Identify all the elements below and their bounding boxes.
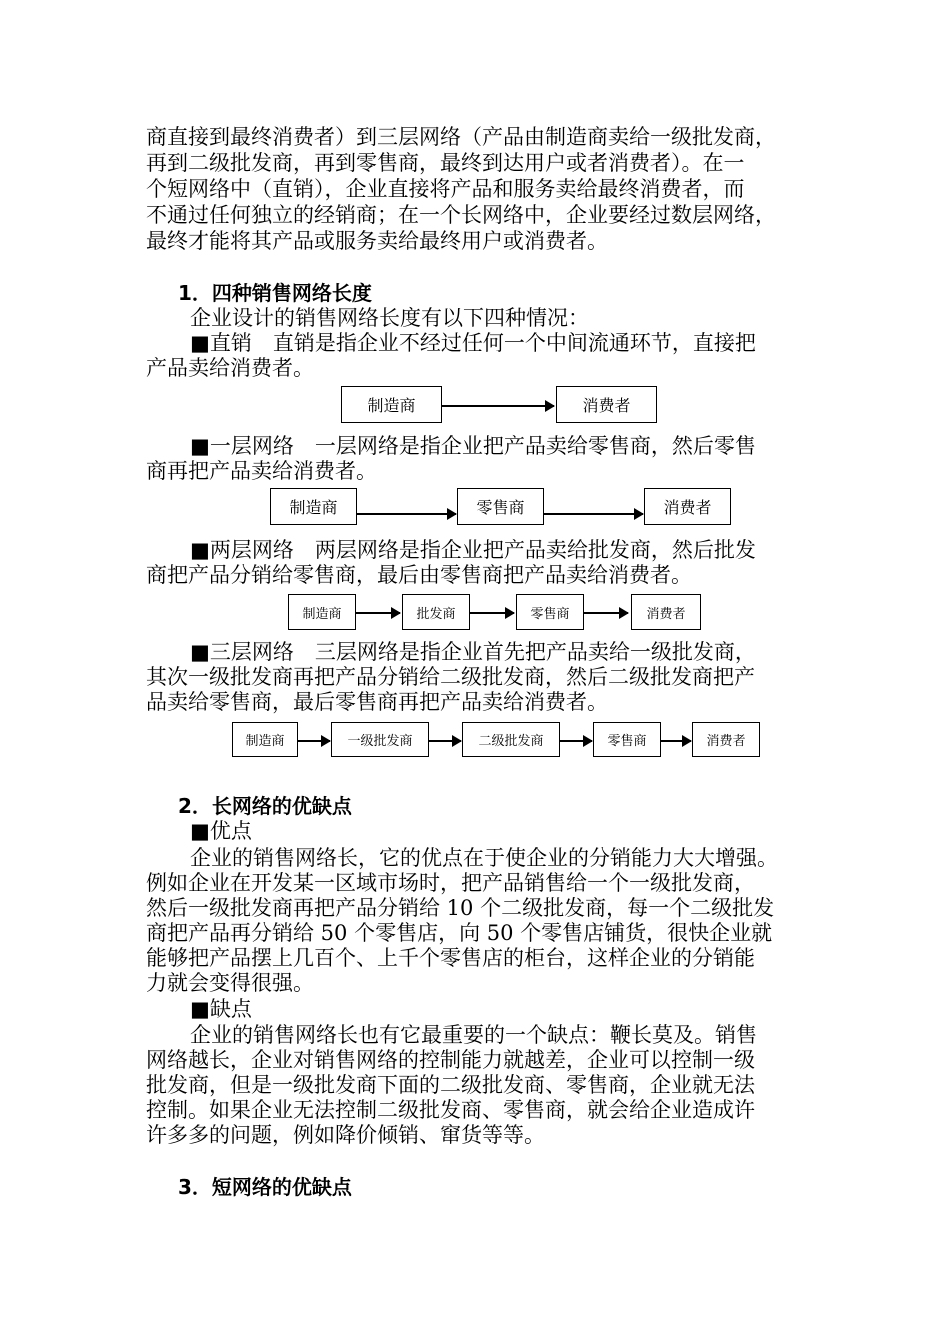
- intro-line-5: 最终才能将其产品或服务卖给最终用户或消费者。: [146, 229, 608, 253]
- arrow-icon: [429, 740, 461, 742]
- one-level-line-1: ■一层网络 一层网络是指企业把产品卖给零售商，然后零售: [190, 434, 756, 458]
- diagram-box: 一级批发商: [331, 722, 429, 757]
- diagram-box: 制造商: [232, 722, 298, 757]
- direct-line-1: ■直销 直销是指企业不经过任何一个中间流通环节，直接把: [190, 331, 756, 355]
- arrow-icon: [560, 740, 592, 742]
- section-1-heading: 1．四种销售网络长度: [178, 281, 372, 305]
- arrow-icon: [584, 612, 628, 614]
- pros-line-2: 例如企业在开发某一区域市场时，把产品销售给一个一级批发商，: [146, 871, 755, 895]
- intro-line-4: 不通过任何独立的经销商；在一个长网络中，企业要经过数层网络，: [146, 203, 776, 227]
- arrow-icon: [544, 513, 643, 515]
- cons-label: ■缺点: [190, 997, 252, 1021]
- intro-line-2: 再到二级批发商，再到零售商，最终到达用户或者消费者）。在一: [146, 151, 745, 175]
- arrow-icon: [298, 740, 330, 742]
- arrow-icon: [661, 740, 691, 742]
- cons-line-3: 批发商，但是一级批发商下面的二级批发商、零售商，企业就无法: [146, 1073, 755, 1097]
- arrow-icon: [470, 612, 514, 614]
- cons-line-1: 企业的销售网络长也有它最重要的一个缺点：鞭长莫及。销售: [190, 1023, 757, 1047]
- three-level-line-1: ■三层网络 三层网络是指企业首先把产品卖给一级批发商，: [190, 640, 756, 664]
- pros-line-4: 商把产品再分销给 50 个零售店，向 50 个零售店铺货，很快企业就: [146, 921, 773, 945]
- arrow-icon: [356, 612, 400, 614]
- pros-label: ■优点: [190, 819, 252, 843]
- cons-line-4: 控制。如果企业无法控制二级批发商、零售商，就会给企业造成许: [146, 1098, 755, 1122]
- pros-line-5: 能够把产品摆上几百个、上千个零售店的柜台，这样企业的分销能: [146, 946, 755, 970]
- diagram-box: 零售商: [593, 722, 661, 757]
- cons-line-2: 网络越长，企业对销售网络的控制能力就越差，企业可以控制一级: [146, 1048, 755, 1072]
- direct-line-2: 产品卖给消费者。: [146, 356, 314, 380]
- diagram-box: 批发商: [402, 594, 470, 630]
- three-level-line-2: 其次一级批发商再把产品分销给二级批发商，然后二级批发商把产: [146, 665, 755, 689]
- three-level-line-3: 品卖给零售商，最后零售商再把产品卖给消费者。: [146, 690, 608, 714]
- diagram-box: 消费者: [556, 386, 657, 423]
- pros-line-3: 然后一级批发商再把产品分销给 10 个二级批发商，每一个二级批发: [146, 896, 775, 920]
- section-2-heading: 2．长网络的优缺点: [178, 794, 352, 818]
- diagram-box: 零售商: [516, 594, 584, 630]
- section-3-heading: 3．短网络的优缺点: [178, 1175, 352, 1199]
- diagram-box: 消费者: [692, 722, 760, 757]
- arrow-icon: [442, 405, 554, 407]
- pros-line-1: 企业的销售网络长，它的优点在于使企业的分销能力大大增强。: [190, 846, 778, 870]
- two-level-line-2: 商把产品分销给零售商，最后由零售商把产品卖给消费者。: [146, 563, 692, 587]
- intro-line-3: 个短网络中（直销），企业直接将产品和服务卖给最终消费者，而: [146, 177, 745, 201]
- diagram-box: 二级批发商: [462, 722, 560, 757]
- intro-line-1: 商直接到最终消费者）到三层网络（产品由制造商卖给一级批发商，: [146, 125, 776, 149]
- diagram-box: 零售商: [457, 488, 544, 525]
- diagram-box: 制造商: [288, 594, 356, 630]
- one-level-line-2: 商再把产品卖给消费者。: [146, 459, 377, 483]
- diagram-box: 消费者: [644, 488, 731, 525]
- diagram-box: 制造商: [341, 386, 442, 423]
- arrow-icon: [357, 513, 456, 515]
- two-level-line-1: ■两层网络 两层网络是指企业把产品卖给批发商，然后批发: [190, 538, 756, 562]
- cons-line-5: 许多多的问题，例如降价倾销、窜货等等。: [146, 1123, 545, 1147]
- section-1-intro: 企业设计的销售网络长度有以下四种情况：: [190, 306, 589, 330]
- pros-line-6: 力就会变得很强。: [146, 971, 314, 995]
- diagram-box: 制造商: [270, 488, 357, 525]
- diagram-box: 消费者: [631, 594, 701, 630]
